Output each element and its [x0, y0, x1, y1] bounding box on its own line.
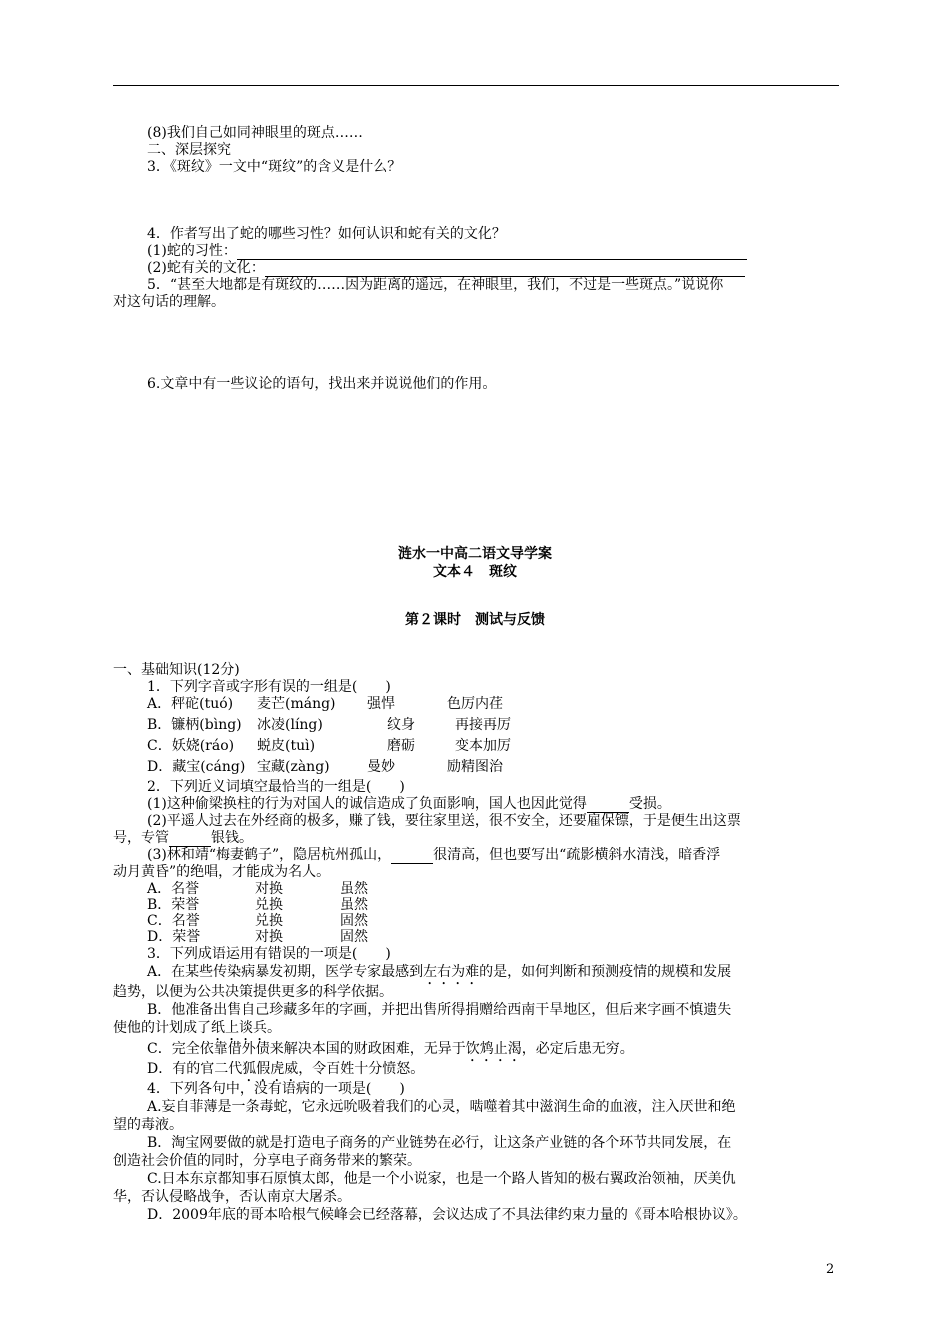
p1-question-4: 4．下列各句中，没有语病的一项是( ) [147, 1081, 405, 1097]
q3-option-b-line-2: 使他的计划成了纸上谈兵。 [113, 1020, 281, 1036]
heading-deep-inquiry: 二、深层探究 [147, 142, 231, 158]
snake-culture-label: (2)蛇有关的文化： [147, 260, 265, 276]
q4-option-c-line-2: 华，否认侵略战争，否认南京大屠杀。 [113, 1189, 351, 1205]
blank-2[interactable] [169, 832, 211, 847]
q2-sentence-3-line-1: (3)林和靖“梅妻鹤子”，隐居杭州孤山， 很清高，但也要写出“疏影横斜水清浅，暗香浮 [147, 847, 721, 863]
question-4: 4．作者写出了蛇的哪些习性？如何认识和蛇有关的文化？ [147, 226, 506, 242]
text-title: 文本４ 斑纹 [433, 564, 517, 580]
p1-question-3: 3．下列成语运用有错误的一项是( ) [147, 946, 391, 962]
page-number: 2 [826, 1262, 835, 1277]
q4-option-b-line-1: B．淘宝网要做的就是打造电子商务的产业链势在必行，让这条产业链的各个环节共同发展，在 [147, 1135, 732, 1151]
question-5-line-1: 5．“甚至大地都是有斑纹的……因为距离的遥远，在神眼里，我们，不过是一些斑点。”说说你 [147, 277, 724, 293]
q4-option-b-line-2: 创造社会价值的同时，分享电子商务带来的繁荣。 [113, 1153, 421, 1169]
basic-knowledge-heading: 一、基础知识(12分) [113, 662, 240, 678]
q1-option-b: B．镰柄(bìng) 冰凌(líng) 纹身 再接再厉 [147, 717, 511, 733]
answer-blank-culture[interactable] [265, 262, 745, 277]
question-4-part-1 [147, 242, 747, 260]
q2-sentence-3-line-2: 动月黄昏”的绝唱，才能成为名人。 [113, 864, 331, 880]
question-6: 6.文章中有一些议论的语句，找出来并说说他们的作用。 [147, 376, 497, 392]
q1-option-c: C．妖娆(ráo) 蜕皮(tuì) 磨砺 变本加厉 [147, 738, 511, 754]
q2-option-a: A．名誉 对换 虽然 [147, 881, 368, 897]
q2-option-c: C．名誉 兑换 固然 [147, 913, 368, 929]
answer-blank-habits[interactable] [237, 245, 747, 260]
q2-sentence-1: (1)这种偷梁换柱的行为对国人的诚信造成了负面影响，国人也因此觉得 受损。 [147, 796, 671, 812]
q2-sentence-2-line-2: 号，专管 银钱。 [113, 830, 253, 846]
q4-option-a-line-1: A.妄自菲薄是一条毒蛇，它永远吮吸着我们的心灵，啮噬着其中滋润生命的血液，注入厌世和绝 [147, 1099, 736, 1115]
question-4-part-2 [147, 259, 745, 277]
item-8: (8)我们自己如同神眼里的斑点…… [147, 125, 363, 141]
q2-option-d: D．荣誉 对换 固然 [147, 929, 368, 945]
header-rule [113, 85, 839, 86]
blank-3[interactable] [391, 849, 433, 864]
q3-option-b-line-1: B．他准备出售自己珍藏多年的字画，并把出售所得捐赠给西南干旱地区，但后来字画不慎遗失 [147, 1002, 732, 1018]
q1-option-d: D．藏宝(cáng) 宝藏(zàng) 曼妙 励精图治 [147, 759, 503, 775]
q2-option-b: B．荣誉 兑换 虽然 [147, 897, 368, 913]
lesson-title: 第２课时 测试与反馈 [405, 612, 545, 628]
q3-option-c: C．完全依靠借外债来解决本国的财政困难，无异于饮鸩止渴，必定后患无穷。 [147, 1041, 634, 1057]
q4-option-c-line-1: C.日本东京都知事石原慎太郎，他是一个小说家，也是一个路人皆知的极右翼政治领袖，厌美仇 [147, 1171, 736, 1187]
question-5-line-2: 对这句话的理解。 [113, 294, 225, 310]
snake-habits-label: (1)蛇的习性： [147, 243, 237, 259]
p1-question-2: 2．下列近义词填空最恰当的一组是( ) [147, 779, 405, 795]
q2-sentence-2-line-1: (2)平遥人过去在外经商的极多，赚了钱，要往家里送，很不安全，还要雇保镖，于是便生出这票 [147, 813, 741, 829]
blank-1[interactable] [587, 798, 629, 813]
p1-question-1: 1．下列字音或字形有误的一组是( ) [147, 679, 391, 695]
q4-option-d: D．2009年底的哥本哈根气候峰会已经落幕，会议达成了不具法律约束力量的《哥本哈根协议》。 [147, 1207, 747, 1223]
question-3: 3．《斑纹》一文中“斑纹”的含义是什么？ [147, 159, 402, 175]
q1-option-a: A．秤砣(tuó) 麦芒(máng) 强悍 色厉内荏 [147, 696, 503, 712]
q3-option-d: D．有的官二代狐假虎威，令百姓十分愤怒。 [147, 1061, 425, 1077]
school-title: 涟水一中高二语文导学案 [398, 546, 552, 562]
q3-option-a-line-1: A．在某些传染病暴发初期，医学专家最感到左右为难的是，如何判断和预测疫情的规模和发展 [147, 964, 732, 980]
q4-option-a-line-2: 望的毒液。 [113, 1117, 183, 1133]
q3-option-a-line-2: 趋势，以便为公共决策提供更多的科学依据。 [113, 984, 393, 1000]
